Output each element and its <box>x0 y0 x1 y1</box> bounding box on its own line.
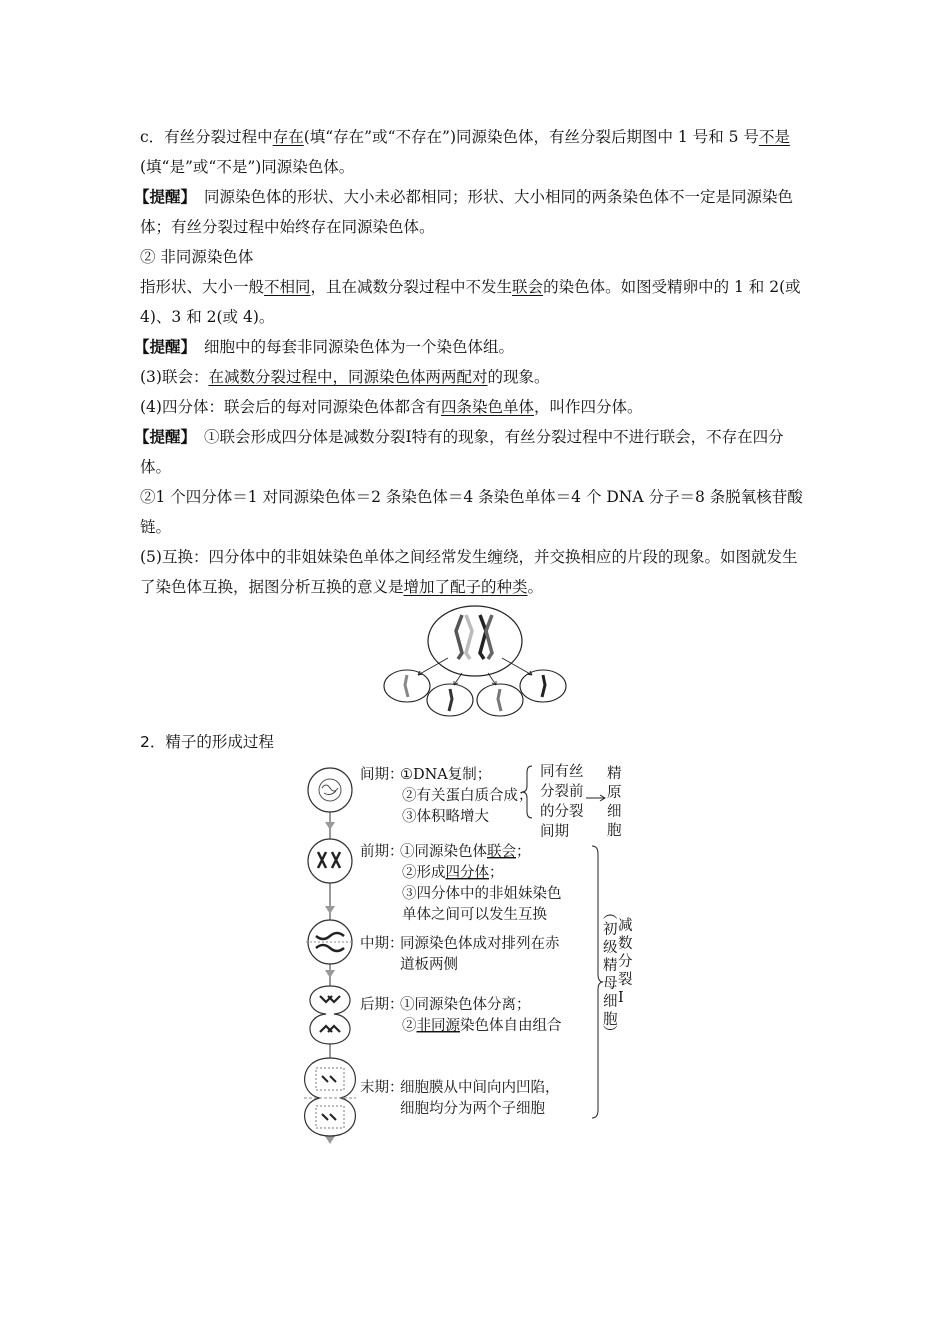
section-heading: 2．精子的形成过程 <box>140 733 274 751</box>
answer-synapsis: 联会 <box>512 278 544 296</box>
cell-telophase <box>304 1058 356 1136</box>
spermatogonium-3: 细 <box>607 804 622 820</box>
interphase-item-1: ①DNA复制； <box>400 767 492 783</box>
label-interphase: 间期： <box>360 767 404 783</box>
metaphase-line-1: 同源染色体成对排列在赤 <box>400 936 560 952</box>
para-c-text: (填“是”或“不是”)同源染色体。 <box>140 158 355 176</box>
meiosis-1-4: Ⅰ <box>618 990 624 1006</box>
cell-prophase <box>308 839 352 883</box>
telophase-line-2: 细胞均分为两个子细胞 <box>400 1101 545 1117</box>
text: 指形状、大小一般 <box>140 278 265 296</box>
prophase-item-2 <box>402 864 504 881</box>
meiosis-1-1: 数 <box>618 936 633 952</box>
para-tetrad <box>140 392 812 422</box>
primary-spermatocyte-2: 级 <box>603 940 618 956</box>
primary-spermatocyte-4: 母 <box>603 976 618 992</box>
answer-gamete-types: 增加了配子的种类 <box>403 578 528 596</box>
tip-text: 同源染色体的形状、大小未必都相同；形状、大小相同的两条染色体不一定是同源染色体；有丝分裂过程中始终存在同源染色体。 <box>140 188 794 236</box>
prophase-item-3-line-1: ③四分体中的非姐妹染色 <box>402 886 562 902</box>
anaphase-text: 染色体自由组合 <box>460 1018 562 1034</box>
tip-label: 【提醒】 <box>134 188 197 206</box>
interphase-item-3: ③体积略增大 <box>402 809 489 825</box>
para-synapsis <box>140 362 812 392</box>
text: (5)互换：四分体中的非姐妹染色单体之间经常发生缠绕，并交换相应的片段的现象。如图就发生了染色体互换，据图分析互换的意义是 <box>140 548 798 596</box>
text: (3)联会： <box>140 368 209 386</box>
prophase-answer-tetrad: 四分体 <box>445 865 489 881</box>
label-metaphase: 中期： <box>360 936 404 952</box>
meiosis-1-3: 裂 <box>618 972 633 988</box>
answer-synapsis-def: 在减数分裂过程中，同源染色体两两配对 <box>208 368 488 386</box>
para-c-text: c．有丝分裂过程中 <box>140 128 273 146</box>
spermatogonium-4: 胞 <box>607 823 622 839</box>
primary-spermatocyte-7: ︶ <box>603 1026 618 1042</box>
para-c-text: (填“存在”或“不存在”)同源染色体，有丝分裂后期图中 1 号和 5 号 <box>303 128 759 146</box>
cell-interphase <box>308 768 352 812</box>
spermatogonium-1: 精 <box>607 766 622 782</box>
meiosis-1-0: 减 <box>618 918 633 934</box>
anaphase-answer-nonhomologous: 非同源 <box>416 1018 460 1034</box>
cell-anaphase <box>310 986 350 1044</box>
anaphase-text: ② <box>402 1018 417 1034</box>
prophase-item-1 <box>400 842 531 860</box>
para-c <box>140 122 812 182</box>
answer-four-chromatids: 四条染色单体 <box>440 398 534 416</box>
primary-spermatocyte-6: 胞 <box>603 1012 618 1028</box>
primary-spermatocyte-1: 初 <box>603 922 618 938</box>
prophase-answer-synapsis: 联会 <box>487 844 516 860</box>
brace-meiosis-1 <box>592 846 603 1118</box>
para-nonhomologous <box>140 272 812 332</box>
crossover-figure <box>380 603 570 718</box>
tip-2 <box>134 332 812 362</box>
item-nonhomologous-title: ② 非同源染色体 <box>140 248 254 266</box>
answer-different: 不相同 <box>264 278 311 296</box>
text: ，且在减数分裂过程中不发生 <box>310 278 513 296</box>
prophase-text: ； <box>489 865 504 881</box>
text: 。 <box>527 578 544 596</box>
parent-cell <box>428 606 522 676</box>
label-telophase: 末期： <box>360 1080 404 1096</box>
primary-spermatocyte-3: 精 <box>603 958 618 974</box>
text: 的现象。 <box>487 368 550 386</box>
interphase-item-2: ②有关蛋白质合成； <box>402 788 533 804</box>
anaphase-item-1: ①同源染色体分离； <box>400 997 531 1013</box>
metaphase-line-2: 道板两侧 <box>400 957 458 973</box>
answer-not: 不是 <box>758 128 790 146</box>
homologous-pair <box>456 615 492 659</box>
same-as-mitosis-3: 的分裂 <box>540 804 584 820</box>
tip-text: ①联会形成四分体是减数分裂Ⅰ特有的现象，有丝分裂过程中不进行联会，不存在四分体。 <box>140 428 784 476</box>
text: 的染色体。如图受精卵中的 1 和 2(或 4)、3 和 2(或 4)。 <box>140 278 801 326</box>
spermatogonium-2: 原 <box>607 785 622 801</box>
tip-3-part-2: ②1 个四分体＝1 对同源染色体＝2 条染色体＝4 条染色单体＝4 个 DNA 分子＝8 条脱氧核苷酸链。 <box>140 488 803 536</box>
same-as-mitosis-1: 同有丝 <box>540 764 584 780</box>
label-prophase: 前期： <box>360 844 404 860</box>
telophase-line-1: 细胞膜从中间向内凹陷， <box>400 1080 560 1096</box>
same-as-mitosis-2: 分裂前 <box>540 784 584 800</box>
tip-text: 细胞中的每套非同源染色体为一个染色体组。 <box>204 338 515 356</box>
primary-spermatocyte-5: 细 <box>603 994 618 1010</box>
spermatogenesis-diagram <box>300 758 633 1150</box>
anaphase-item-2 <box>402 1016 562 1034</box>
prophase-text: ②形成 <box>402 865 446 881</box>
label-anaphase: 后期： <box>360 997 404 1013</box>
meiosis-1-2: 分 <box>618 954 633 970</box>
same-as-mitosis-4: 间期 <box>540 824 569 840</box>
answer-exist: 存在 <box>272 128 304 146</box>
prophase-item-3-line-2: 单体之间可以发生互换 <box>402 907 547 923</box>
para-crossover <box>140 542 812 602</box>
tip-label: 【提醒】 <box>134 338 197 356</box>
prophase-text: ； <box>516 844 531 860</box>
text: (4)四分体：联会后的每对同源染色体都含有 <box>140 398 441 416</box>
tip-1 <box>134 182 812 242</box>
text: ，叫作四分体。 <box>533 398 643 416</box>
tip-3 <box>134 422 812 482</box>
primary-spermatocyte-0: ︵ <box>603 906 618 922</box>
prophase-text: ①同源染色体 <box>400 844 487 860</box>
arrows <box>418 658 532 685</box>
text-body <box>134 120 812 602</box>
tip-label: 【提醒】 <box>134 428 197 446</box>
cell-metaphase <box>306 920 354 964</box>
